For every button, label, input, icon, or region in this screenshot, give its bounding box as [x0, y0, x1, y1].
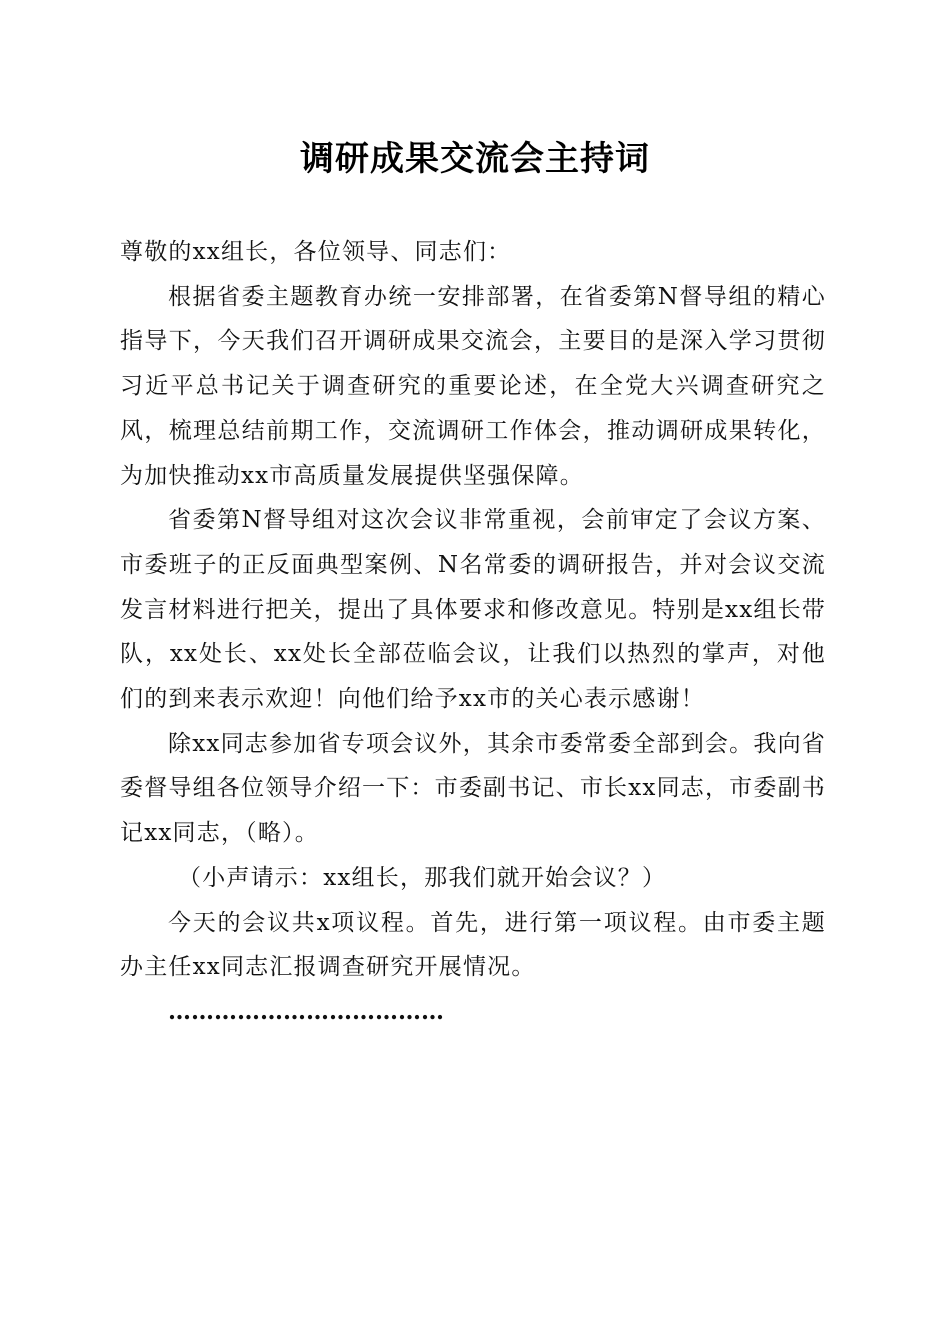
ellipsis-line: ………………………………	[168, 997, 444, 1025]
paragraph-opening: 根据省委主题教育办统一安排部署，在省委第N督导组的精心指导下，今天我们召开调研成果交流会，主要目的是深入学习贯彻习近平总书记关于调查研究的重要论述，在全党大兴调查研究之风，梳理总结前期工作，交流调研工作体会，推动调研成果转化，为加快推动xx市高质量发展提供坚强保障。	[120, 283, 826, 489]
aside-request: （小声请示：xx组长，那我们就开始会议？）	[178, 864, 667, 891]
paragraph-agenda: 今天的会议共x项议程。首先，进行第一项议程。由市委主题办主任xx同志汇报调查研究开展情况。	[120, 909, 826, 981]
salutation: 尊敬的xx组长，各位领导、同志们：	[120, 239, 512, 265]
document-title: 调研成果交流会主持词	[300, 139, 650, 179]
paragraph-supervision-group: 省委第N督导组对这次会议非常重视，会前审定了会议方案、市委班子的正反面典型案例、N名常委的调研报告，并对会议交流发言材料进行把关，提出了具体要求和修改意见。特别是xx组长带队，xx处长、xx处长全部莅临会议，让我们以热烈的掌声，对他们的到来表示欢迎！向他们给予xx市的关心表示感谢！	[120, 507, 826, 713]
document-body	[120, 230, 826, 1035]
paragraph-attendance: 除xx同志参加省专项会议外，其余市委常委全部到会。我向省委督导组各位领导介绍一下：市委副书记、市长xx同志，市委副书记xx同志，（略）。	[120, 730, 826, 847]
